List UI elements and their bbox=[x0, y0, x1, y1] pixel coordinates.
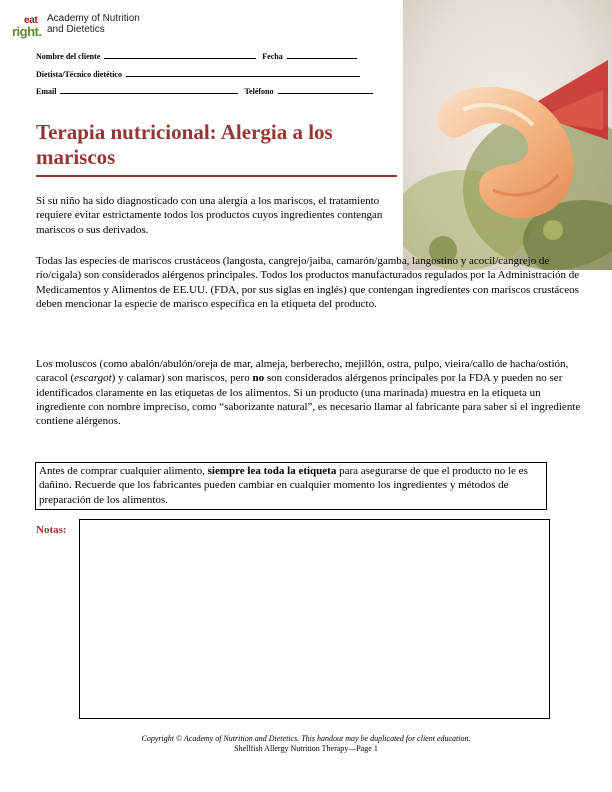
crustaceans-paragraph: Todas las especies de mariscos crustáceos (langosta, cangrejo/jaiba, camarón/gamba, langostino y acocil/cangrejo de río/cigala) son considerados alérgenos principales. Todos los productos manufacturados regulados por la Administración de Medicamentos y Alimentos de EE.UU. (FDA, por sus siglas en inglés) que contengan ingredientes con mariscos crustáceos deben mencionar la especie de marisco específica en la etiqueta del producto. bbox=[36, 255, 580, 310]
intro-paragraph: Si su niño ha sido diagnosticado con una alergia a los mariscos, el tratamiento requiere evitar estrictamente todos los productos cuyos ingredientes contengan mariscos o sus derivados. bbox=[36, 195, 383, 236]
mollusks-italic-term: escargot bbox=[74, 372, 112, 385]
logo-org-line1: Academy of Nutrition bbox=[47, 13, 140, 24]
shrimp-salad-photo bbox=[403, 0, 612, 270]
page-footer: Shellfish Allergy Nutrition Therapy—Page 1 bbox=[234, 744, 378, 753]
phone-field[interactable] bbox=[278, 86, 373, 94]
shrimp-photo-illustration bbox=[403, 0, 612, 270]
page-title: Terapia nutricional: Alergia a los mariscos bbox=[36, 120, 333, 169]
client-name-label: Nombre del cliente bbox=[36, 52, 101, 61]
email-phone-row bbox=[36, 86, 373, 96]
warning-text-pre: Antes de comprar cualquier alimento, bbox=[39, 465, 208, 477]
email-label: Email bbox=[36, 87, 57, 96]
mollusks-bold-no: no bbox=[252, 372, 265, 385]
mollusks-text-b: ) y calamar) son mariscos, pero bbox=[111, 372, 253, 385]
logo-org-line2: and Dietetics bbox=[47, 24, 105, 35]
phone-label: Teléfono bbox=[244, 87, 274, 96]
mollusks-paragraph bbox=[36, 357, 581, 428]
warning-text-post: para asegurarse de que el producto no le es dañino. Recuerde que los fabricantes pueden cambiar en cualquier momento los ingredientes y métodos de preparación de los alimentos. bbox=[39, 465, 528, 506]
dietitian-row bbox=[36, 69, 360, 79]
dietitian-field[interactable] bbox=[126, 69, 360, 77]
academy-logo bbox=[12, 13, 152, 43]
warning-text-bold: siempre lea toda la etiqueta bbox=[207, 465, 337, 477]
mollusks-text-c: son considerados alérgenos principales por la FDA y pueden no ser identificados claramente en las etiquetas de los alimentos. Si un producto (una marinada) muestra en la etiqueta un ingrediente con nombre impreciso, como “saborizante natural”, es necesario llamar al fabricante para saber si el ingrediente contiene alérgenos. bbox=[36, 372, 581, 428]
title-divider bbox=[36, 175, 397, 177]
client-name-field[interactable] bbox=[104, 51, 256, 59]
mollusks-text-a: Los moluscos (como abalón/abulón/oreja de mar, almeja, berberecho, mejillón, ostra, pulpo, vieira/callo de hacha/ostión, caracol ( bbox=[36, 358, 569, 385]
logo-org-name bbox=[47, 13, 140, 35]
copyright-footer: Copyright © Academy of Nutrition and Dietetics. This handout may be duplicated for client education. bbox=[141, 734, 471, 743]
date-label: Fecha bbox=[262, 52, 283, 61]
logo-mark-bottom: right. bbox=[12, 24, 42, 39]
notes-label: Notas: bbox=[36, 524, 67, 536]
email-field[interactable] bbox=[60, 86, 238, 94]
eat-right-logo-mark bbox=[12, 15, 48, 43]
client-name-row bbox=[36, 51, 357, 61]
date-field[interactable] bbox=[287, 51, 357, 59]
label-warning-box bbox=[35, 462, 547, 510]
notes-box[interactable] bbox=[79, 519, 550, 719]
dietitian-label: Dietista/Técnico dietético bbox=[36, 70, 122, 79]
logo-mark-top: eat bbox=[24, 15, 38, 26]
